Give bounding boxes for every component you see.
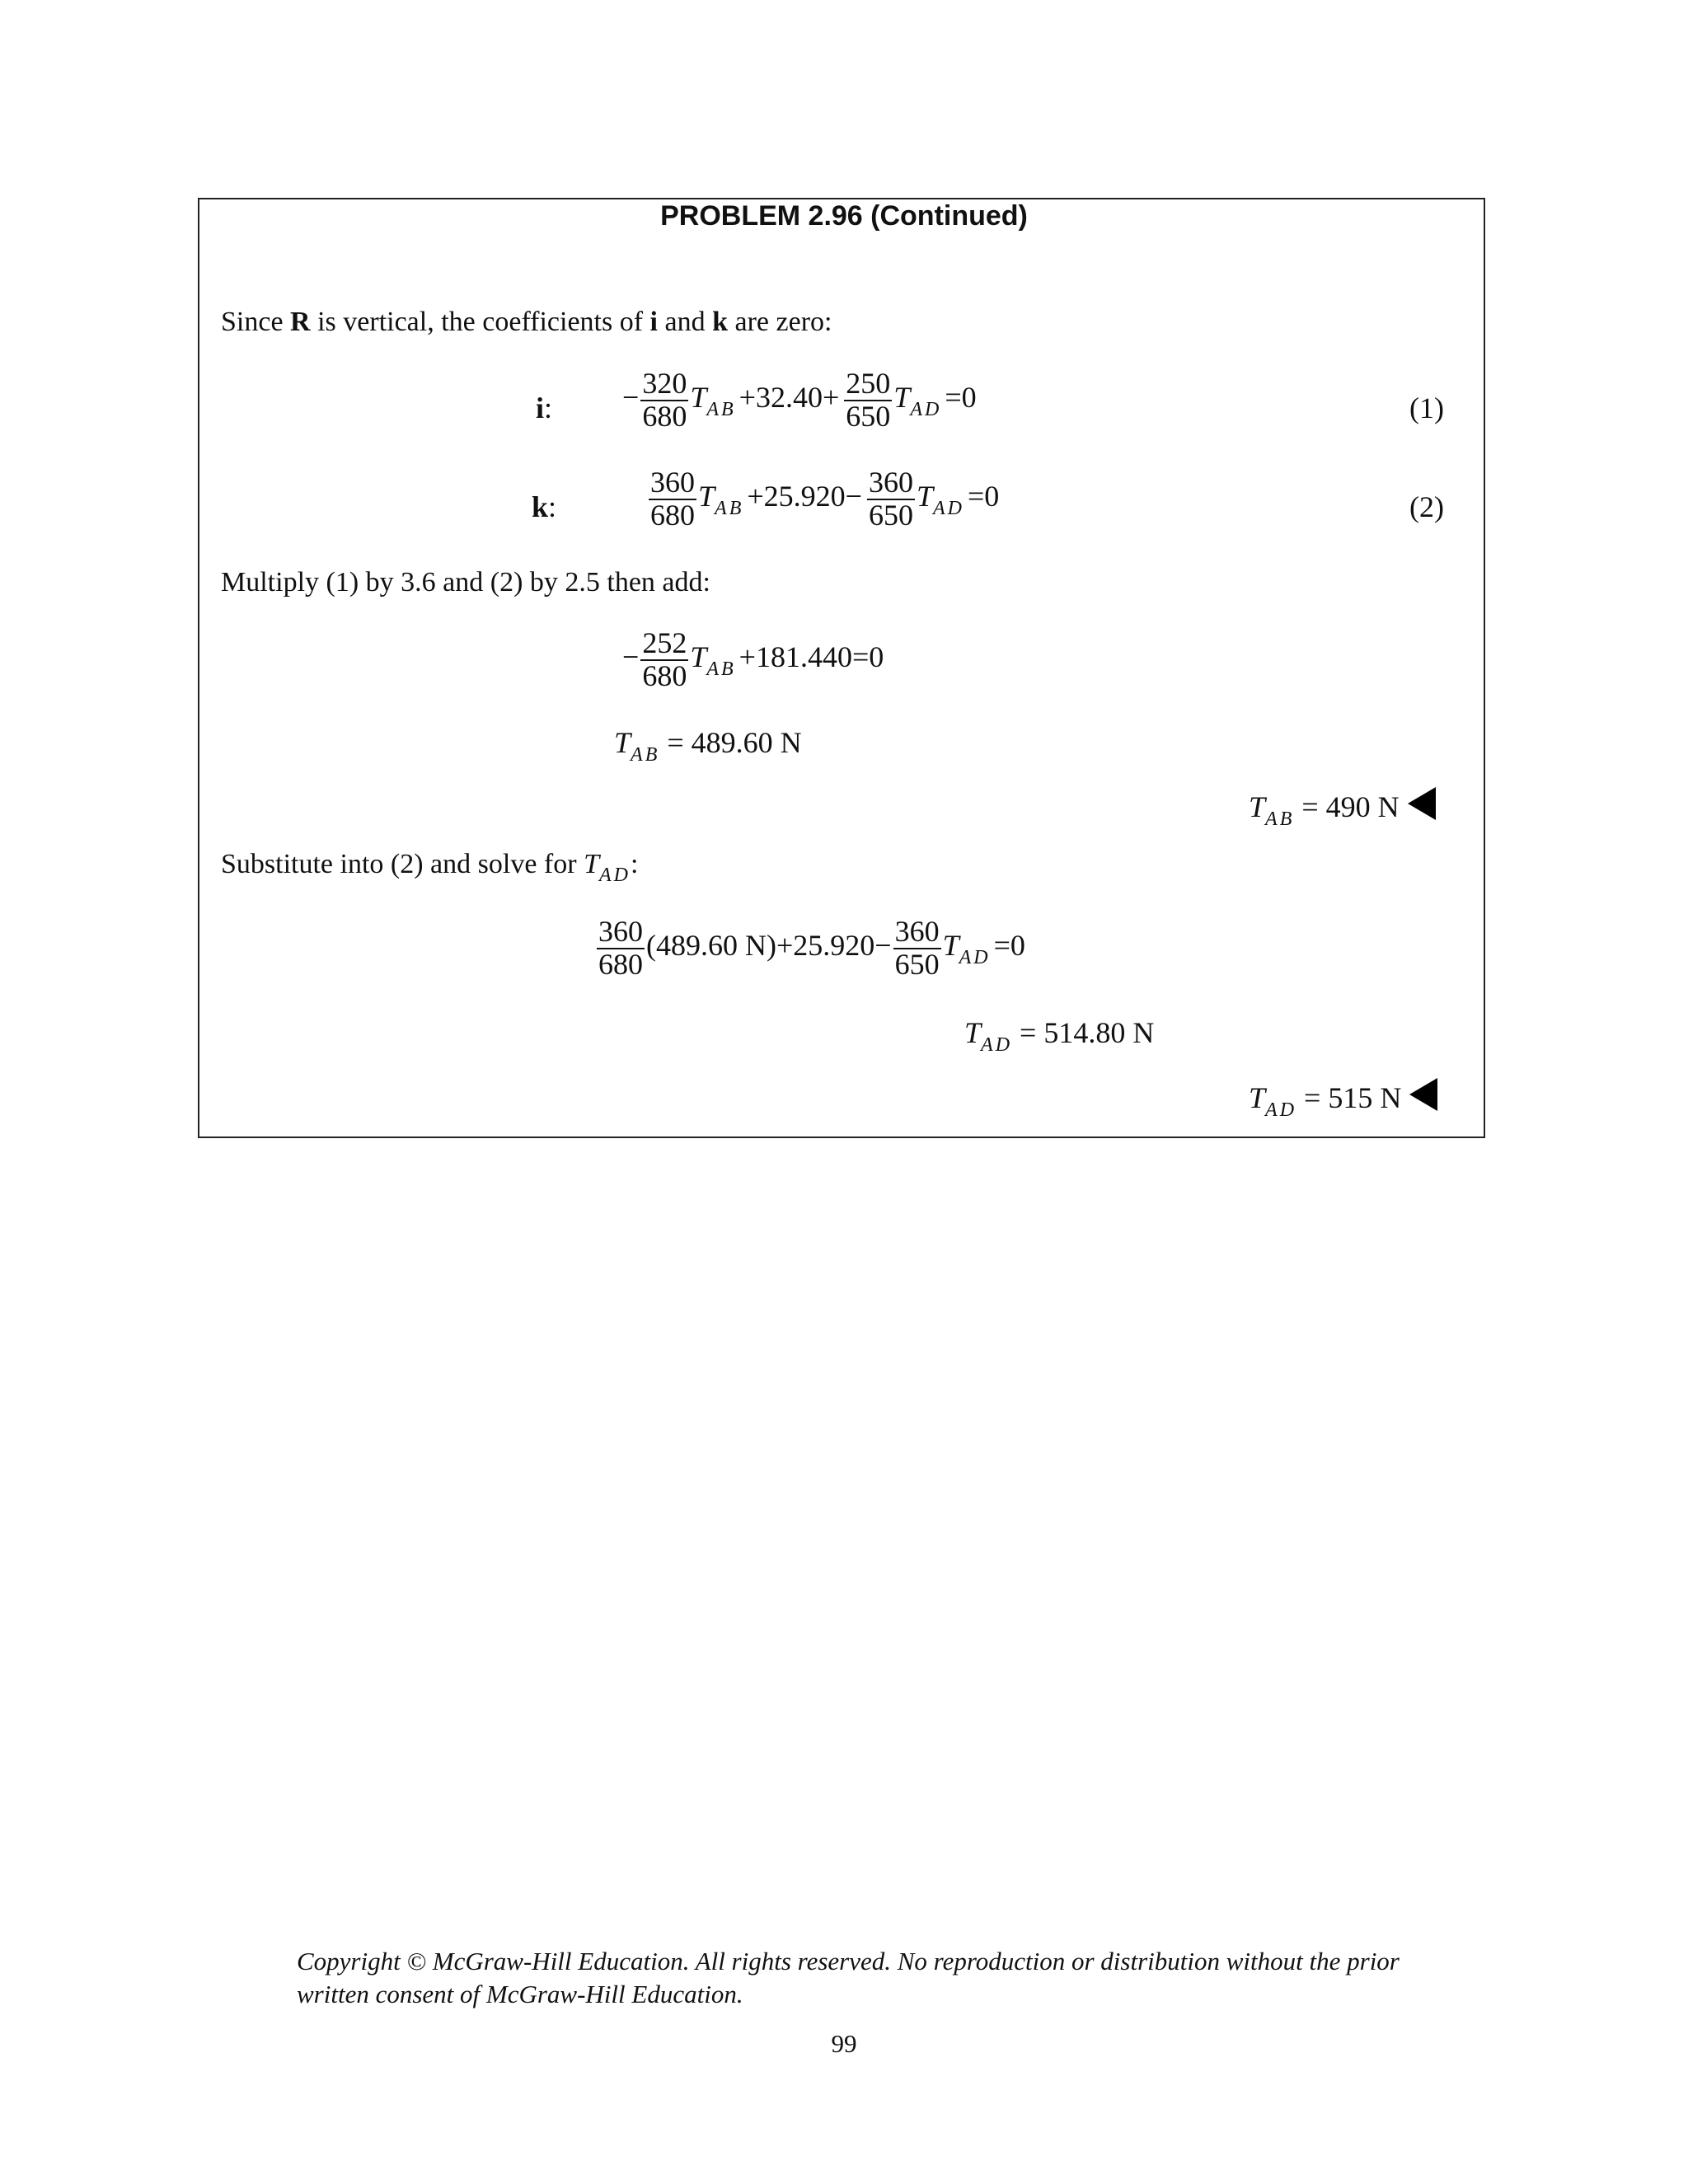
eq1-numerator-2: 250 bbox=[846, 367, 891, 400]
tad-calculation bbox=[964, 1015, 1154, 1057]
multiply-text: Multiply (1) by 3.6 and (2) by 2.5 then add: bbox=[221, 567, 710, 598]
eq2-label-letter: k bbox=[532, 490, 549, 523]
eq2-var-t: T bbox=[916, 480, 933, 513]
substitute-colon: : bbox=[630, 849, 639, 879]
eq2-numerator-2: 360 bbox=[868, 466, 913, 499]
eq1-tag: (1) bbox=[1409, 391, 1444, 424]
vector-k: k bbox=[712, 307, 729, 337]
eq1-middle: +32.40+ bbox=[738, 381, 840, 415]
eq1-label-colon: : bbox=[544, 391, 553, 424]
tab-sub: AB bbox=[631, 744, 660, 766]
substitute-label: Substitute into (2) and solve for bbox=[221, 849, 584, 879]
intro-part: and bbox=[658, 307, 713, 337]
eq2-label bbox=[532, 490, 556, 524]
eq2-rhs: =0 bbox=[968, 480, 1000, 513]
eq3-sub-ab: AB bbox=[706, 658, 736, 681]
eq3-fraction bbox=[640, 628, 688, 692]
tad-answer-value: = 515 N bbox=[1296, 1081, 1402, 1114]
eq1-rhs: =0 bbox=[945, 381, 977, 415]
vector-r: R bbox=[290, 307, 311, 337]
eq2-fraction-1 bbox=[649, 467, 696, 532]
tad-var-t: T bbox=[964, 1016, 982, 1049]
eq1-fraction-1 bbox=[640, 368, 688, 433]
eq4-middle: (489.60 N)+25.920− bbox=[646, 929, 892, 963]
copyright-footer bbox=[297, 1945, 1467, 2012]
tab-answer-value: = 490 N bbox=[1294, 790, 1400, 823]
eq4-numerator-1: 360 bbox=[598, 915, 643, 948]
eq3-sign: − bbox=[622, 640, 640, 674]
intro-part: Since bbox=[221, 307, 291, 337]
eq4-fraction-2 bbox=[893, 916, 941, 981]
eq2-fraction-2 bbox=[867, 467, 915, 532]
equation-1 bbox=[622, 368, 980, 433]
equation-3 bbox=[622, 628, 887, 692]
eq3-denominator: 680 bbox=[642, 658, 687, 692]
eq4-denominator-1: 680 bbox=[598, 947, 643, 981]
substitute-text bbox=[221, 849, 638, 887]
eq1-var-t: T bbox=[893, 381, 911, 415]
eq2-middle: +25.920− bbox=[747, 480, 862, 513]
answer-marker-icon bbox=[1409, 1078, 1437, 1111]
eq2-sub-ab: AB bbox=[715, 498, 744, 520]
eq2-denominator-2: 650 bbox=[868, 498, 913, 532]
eq1-sign: − bbox=[622, 381, 640, 415]
substitute-sub: AD bbox=[598, 865, 631, 886]
equation-2 bbox=[647, 467, 1002, 532]
eq1-denominator-2: 650 bbox=[846, 399, 891, 433]
tad-answer-sub: AD bbox=[1265, 1099, 1297, 1121]
page-number: 99 bbox=[831, 2029, 857, 2058]
eq4-rhs: =0 bbox=[993, 929, 1025, 963]
vector-i: i bbox=[649, 307, 658, 337]
eq1-numerator-1: 320 bbox=[642, 367, 687, 400]
eq4-var-t: T bbox=[942, 929, 959, 963]
eq1-label bbox=[536, 391, 552, 425]
intro-part: are zero: bbox=[728, 307, 832, 337]
tab-answer-sub: AB bbox=[1265, 808, 1295, 830]
substitute-var-t: T bbox=[584, 849, 599, 879]
eq4-numerator-2: 360 bbox=[894, 915, 940, 948]
eq1-fraction-2 bbox=[844, 368, 892, 433]
copyright-line-2: written consent of McGraw-Hill Education. bbox=[297, 1980, 743, 2009]
intro-text bbox=[221, 307, 832, 338]
eq2-sub-ad: AD bbox=[933, 498, 964, 520]
eq2-denominator-1: 680 bbox=[650, 498, 695, 532]
tad-sub: AD bbox=[981, 1034, 1013, 1056]
tab-calculation bbox=[614, 725, 802, 766]
eq2-label-colon: : bbox=[548, 490, 557, 523]
equation-4 bbox=[595, 916, 1029, 981]
eq3-rest: +181.440=0 bbox=[738, 640, 884, 674]
eq1-sub-ad: AD bbox=[910, 399, 942, 421]
tad-calc-value: = 514.80 N bbox=[1012, 1016, 1155, 1049]
eq2-tag: (2) bbox=[1409, 490, 1444, 523]
eq2-var-t: T bbox=[698, 480, 715, 513]
eq1-denominator-1: 680 bbox=[642, 399, 687, 433]
tab-calc-value: = 489.60 N bbox=[659, 726, 802, 759]
eq3-var-t: T bbox=[690, 640, 707, 674]
answer-marker-icon bbox=[1408, 787, 1436, 820]
tab-var-t: T bbox=[614, 726, 631, 759]
tab-answer bbox=[1249, 787, 1436, 831]
eq1-sub-ab: AB bbox=[706, 399, 736, 421]
copyright-line-1: Copyright © McGraw-Hill Education. All rights reserved. No reproduction or distribution without the prior bbox=[297, 1947, 1400, 1975]
tab-answer-var-t: T bbox=[1249, 790, 1266, 823]
tad-answer bbox=[1249, 1078, 1437, 1122]
eq1-var-t: T bbox=[690, 381, 707, 415]
eq4-denominator-2: 650 bbox=[894, 947, 940, 981]
eq2-numerator-1: 360 bbox=[650, 466, 695, 499]
eq4-sub-ad: AD bbox=[959, 947, 991, 969]
eq4-fraction-1 bbox=[597, 916, 645, 981]
eq3-numerator: 252 bbox=[642, 626, 687, 659]
tad-answer-var-t: T bbox=[1249, 1081, 1266, 1114]
eq1-label-letter: i bbox=[536, 391, 545, 424]
problem-title: PROBLEM 2.96 (Continued) bbox=[660, 200, 1028, 232]
intro-part: is vertical, the coefficients of bbox=[310, 307, 650, 337]
